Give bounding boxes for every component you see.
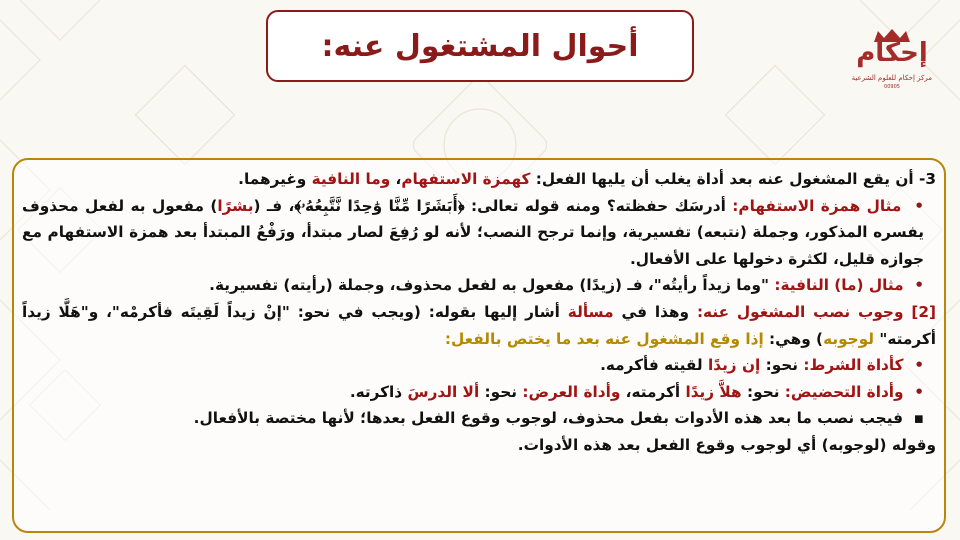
square-bullet-icon: ▪ [913, 409, 924, 428]
square-note: ▪ فيجب نصب ما بعد هذه الأدوات بفعل محذوف، لوجوب وقوع الفعل بعدها؛ لأنها مختصة بالأفعال. [193, 409, 924, 428]
bullet-icon: • [914, 356, 924, 375]
content-text [22, 166, 936, 459]
page-title: أحوال المشتغول عنه: [321, 28, 639, 64]
title-box [266, 10, 694, 82]
bullet-icon: • [914, 276, 924, 295]
bullet-icon: • [914, 196, 925, 215]
logo-brand: إحكام [856, 38, 928, 68]
logo-number: 00905 [884, 84, 900, 90]
point-3: 3- أن يقع المشغول عنه بعد أداة يغلب أن يليها الفعل: كهمزة الاستفهام، وما النافية وغيرهما. [238, 170, 936, 188]
logo-subtitle: مركز إحكام للعلوم الشرعية [851, 74, 932, 82]
bullet-tahdid: • وأداة التحضيض: نحو: هلاَّ زيدًا أكرمته، وأداة العرض: نحو: ألا الدرسَ ذاكرته. [349, 382, 924, 401]
bullet-icon: • [914, 382, 924, 401]
section-2: [2] وجوب نصب المشغول عنه: وهذا في مسألة أشار إليها بقوله: (ويجب في نحو: "إنْ زيداً لَقِيتَه فأكرمْه"، و"هَلَّا زيداً أكرمته" لوجوبه) وهي: إذا وقع المشغول عنه بعد ما يختص بالفعل: [22, 302, 936, 348]
closing-note: وقوله (لوجوبه) أي لوجوب وقوع الفعل بعد هذه الأدوات. [517, 435, 936, 454]
bullet-ma-example: • مثال (ما) النافية: "وما زيداً رأيتُه"، فـ (زيدًا) مفعول به لفعل محذوف، وجملة (رأيته) تفسيرية. [209, 276, 924, 295]
logo [852, 28, 932, 92]
bullet-condition: • كأداة الشرط: نحو: إن زيدًا لقيته فأكرمه. [600, 356, 924, 375]
bullet-hamza-example: • مثال همزة الاستفهام: أدرسَك حفظته؟ ومنه قوله تعالى: ﴿أَبَشَرًا مِّنَّا وَٰحِدًا نَّتَّبِعُهُۥ﴾، فـ (بشرًا) مفعول به لفعل محذوف يفسره المذكور، وجملة (نتبعه) تفسيرية، وإنما ترجح النصب؛ لأنه لو رُفِعَ لصار مبتدأ، ورَفْعُ المبتدأ بعد همزة الاستفهام مع جوازه قليل، لكثرة دخولها على الأفعال. [22, 196, 925, 268]
